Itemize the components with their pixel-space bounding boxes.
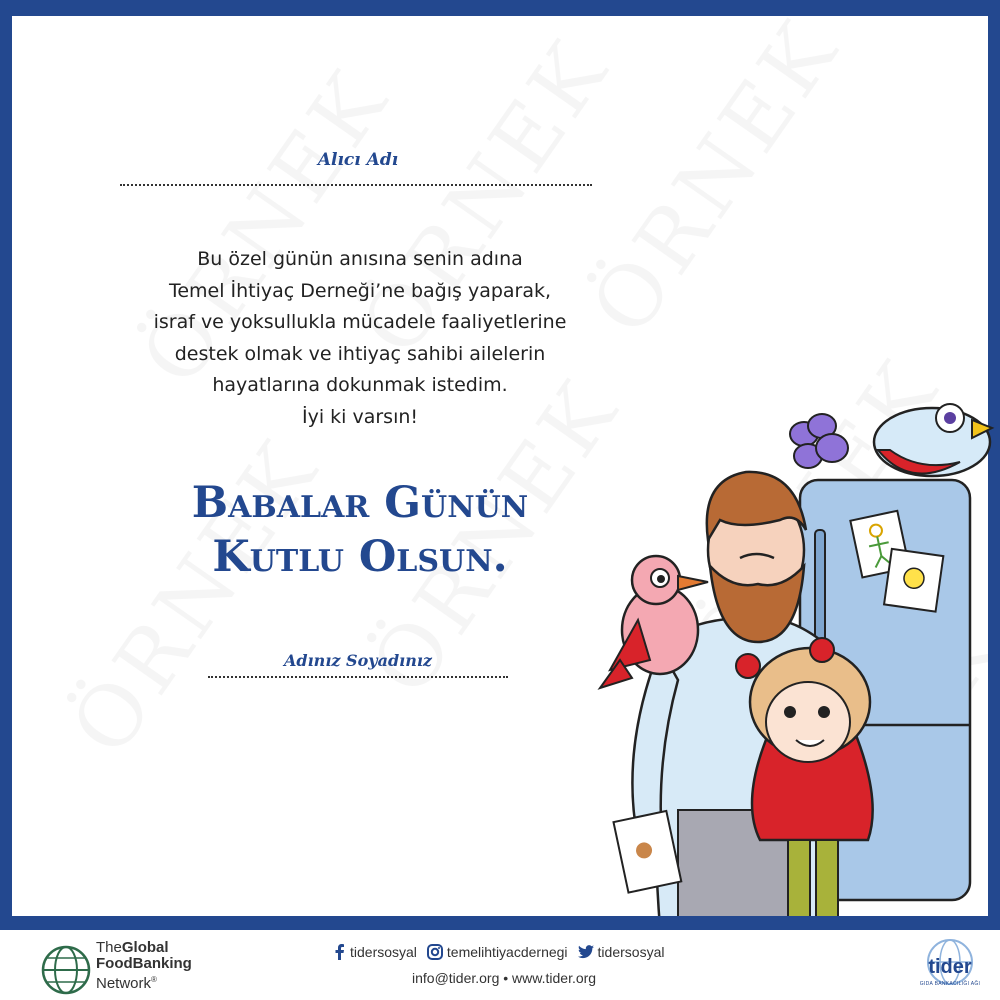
sender-name-label: Adınız Soyadınız	[284, 651, 432, 670]
message-line: Bu özel günün anısına senin adına	[197, 248, 523, 270]
message-line: İyi ki varsın!	[301, 405, 419, 428]
registered-mark: ®	[151, 975, 157, 984]
gfn-line1-light: The	[96, 939, 122, 956]
message-line: israf ve yoksullukla mücadele faaliyetlerine	[153, 311, 567, 333]
tider-logo-text: tider	[928, 956, 972, 978]
contact-info[interactable]: info@tider.org • www.tider.org	[412, 970, 597, 986]
globe-icon	[40, 944, 92, 996]
blue-bird	[790, 404, 992, 476]
frame-left-border	[0, 0, 12, 928]
sender-name-line	[208, 676, 508, 678]
facebook-icon	[334, 944, 346, 960]
gfn-line1-bold: Global	[121, 939, 169, 956]
facebook-handle: tidersosyal	[350, 944, 417, 960]
instagram-icon	[427, 944, 443, 960]
father-daughter-illustration	[560, 380, 1000, 928]
gfn-logo-text	[96, 940, 192, 992]
recipient-name-line	[120, 184, 592, 186]
twitter-icon	[578, 945, 594, 959]
frame-top-border	[0, 0, 1000, 16]
social-link-instagram[interactable]	[427, 944, 568, 960]
message-line: destek olmak ve ihtiyaç sahibi ailelerin	[174, 342, 546, 365]
message-line: hayatlarına dokunmak istedim.	[212, 374, 508, 396]
recipient-name-label: Alıcı Adı	[317, 150, 399, 170]
social-link-twitter[interactable]	[578, 944, 665, 960]
greeting-line: Babalar Günün	[191, 478, 529, 528]
card-message	[80, 244, 640, 433]
frame-bottom-border	[0, 916, 1000, 930]
social-link-facebook[interactable]	[334, 944, 417, 960]
message-line: Temel İhtiyaç Derneği’ne bağış yaparak,	[168, 279, 552, 302]
fathers-day-greeting	[100, 476, 620, 584]
gfn-line3: Network	[96, 975, 152, 992]
social-links	[334, 944, 674, 960]
twitter-handle: tidersosyal	[597, 944, 665, 960]
tider-logo-subtitle: GIDA BANKACILIĞI AĞI	[919, 981, 981, 987]
greeting-line: Kutlu Olsun.	[212, 532, 508, 582]
watermark-text	[52, 421, 339, 772]
gfn-line2: FoodBanking	[96, 955, 192, 972]
instagram-handle: temelihtiyacdernegi	[446, 944, 568, 960]
